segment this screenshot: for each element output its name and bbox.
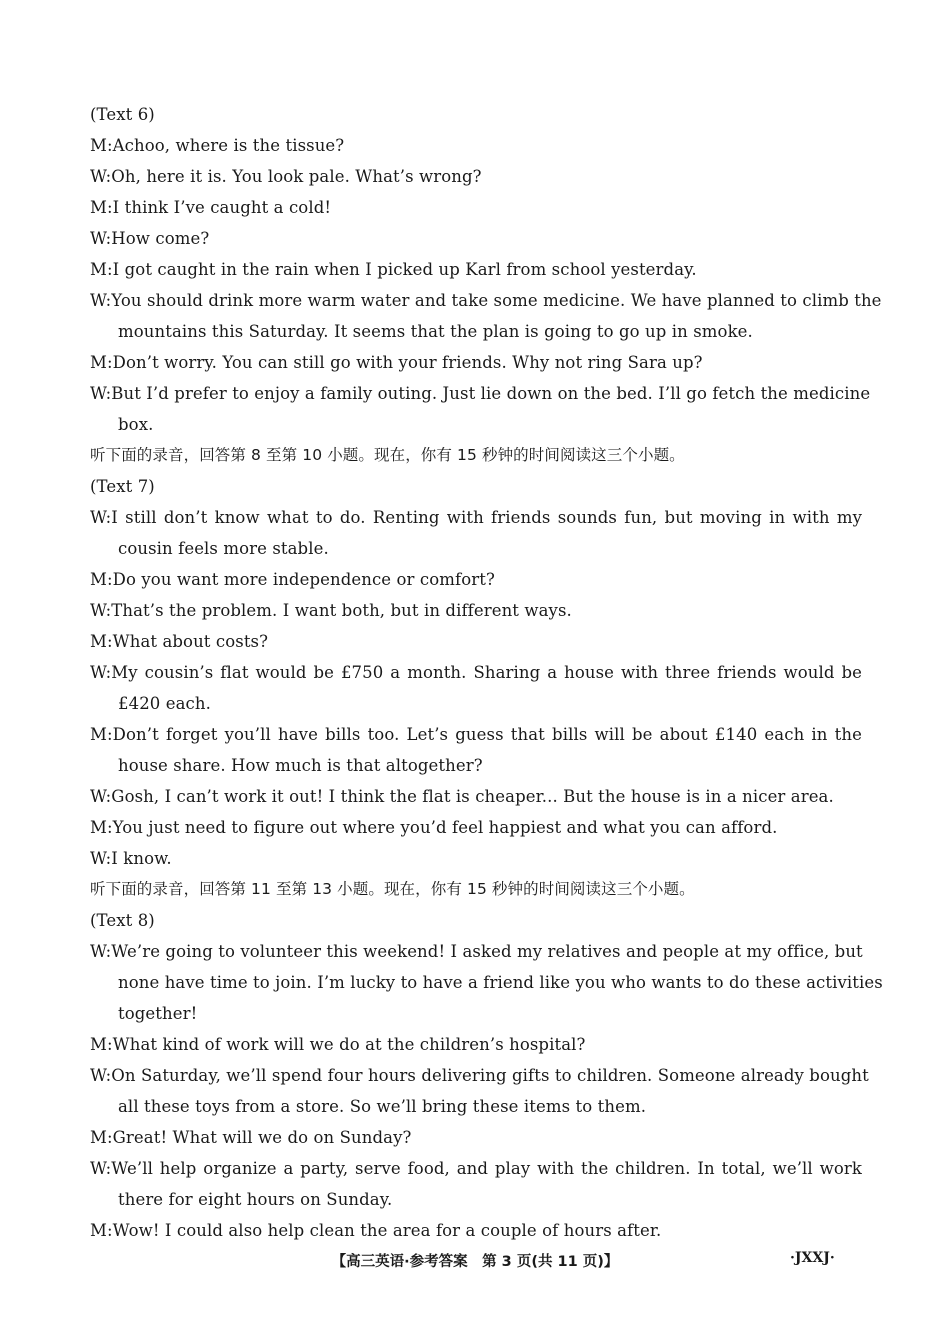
dialogue-line: M:I think I’ve caught a cold! <box>90 198 332 217</box>
dialogue-line: M:What kind of work will we do at the children’s hospital? <box>90 1035 586 1054</box>
dialogue-line: M:I got caught in the rain when I picked up Karl from school yesterday. <box>90 260 697 279</box>
footer-code: ·JXXJ· <box>790 1250 835 1266</box>
dialogue-line: M:Achoo, where is the tissue? <box>90 136 345 155</box>
dialogue-line: M:Wow! I could also help clean the area for a couple of hours after. <box>90 1221 662 1240</box>
dialogue-line: M:You just need to figure out where you’d feel happiest and what you can afford. <box>90 818 778 837</box>
dialogue-line: M:Don’t worry. You can still go with your friends. Why not ring Sara up? <box>90 353 703 372</box>
dialogue-continuation: £420 each. <box>118 694 211 713</box>
dialogue-line: W:My cousin’s flat would be £750 a month. Sharing a house with three friends would be <box>90 663 862 682</box>
dialogue-line: W:You should drink more warm water and take some medicine. We have planned to climb the <box>90 291 882 310</box>
dialogue-line: W:Gosh, I can’t work it out! I think the flat is cheaper... But the house is in a nicer area. <box>90 787 834 806</box>
text-heading: (Text 8) <box>90 911 155 930</box>
dialogue-line: M:Do you want more independence or comfort? <box>90 570 495 589</box>
text-heading: (Text 7) <box>90 477 155 496</box>
footer-page-info: 【高三英语·参考答案 第 3 页(共 11 页)】 <box>331 1254 619 1270</box>
dialogue-continuation: together! <box>118 1004 198 1023</box>
dialogue-line: M:What about costs? <box>90 632 269 651</box>
dialogue-continuation: house share. How much is that altogether? <box>118 756 483 775</box>
dialogue-continuation: cousin feels more stable. <box>118 539 329 558</box>
dialogue-line: W:That’s the problem. I want both, but in different ways. <box>90 601 572 620</box>
dialogue-continuation: none have time to join. I’m lucky to have a friend like you who wants to do these activities <box>118 973 883 992</box>
dialogue-continuation: box. <box>118 415 154 434</box>
dialogue-line: W:How come? <box>90 229 210 248</box>
dialogue-line: W:But I’d prefer to enjoy a family outing. Just lie down on the bed. I’ll go fetch the medicine <box>90 384 871 403</box>
dialogue-line: W:Oh, here it is. You look pale. What’s wrong? <box>90 167 482 186</box>
instruction-line: 听下面的录音，回答第 8 至第 10 小题。现在，你有 15 秒钟的时间阅读这三个小题。 <box>90 446 685 464</box>
dialogue-line: W:On Saturday, we’ll spend four hours delivering gifts to children. Someone already bought <box>90 1066 869 1085</box>
dialogue-line: M:Don’t forget you’ll have bills too. Let’s guess that bills will be about £140 each in the <box>90 725 862 744</box>
dialogue-line: W:I still don’t know what to do. Renting with friends sounds fun, but moving in with my <box>90 508 862 527</box>
dialogue-continuation: mountains this Saturday. It seems that the plan is going to go up in smoke. <box>118 322 753 341</box>
dialogue-line: M:Great! What will we do on Sunday? <box>90 1128 412 1147</box>
dialogue-line: W:We’re going to volunteer this weekend! I asked my relatives and people at my office, but <box>90 942 863 961</box>
dialogue-continuation: all these toys from a store. So we’ll bring these items to them. <box>118 1097 647 1116</box>
transcript-body <box>90 99 883 1246</box>
page-footer <box>0 1250 950 1274</box>
dialogue-continuation: there for eight hours on Sunday. <box>118 1190 393 1209</box>
dialogue-line: W:I know. <box>90 849 172 868</box>
text-heading: (Text 6) <box>90 105 155 124</box>
instruction-line: 听下面的录音，回答第 11 至第 13 小题。现在，你有 15 秒钟的时间阅读这三个小题。 <box>90 880 695 898</box>
dialogue-line: W:We’ll help organize a party, serve food, and play with the children. In total, we’ll work <box>90 1159 862 1178</box>
